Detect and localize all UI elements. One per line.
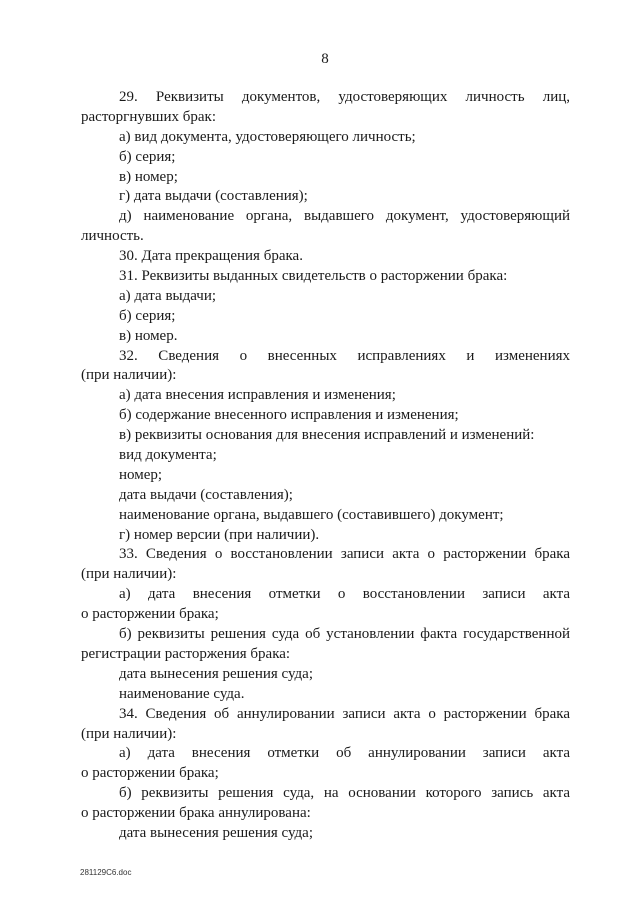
text-line: 34. Сведения об аннулировании записи акта о расторжении брака: [119, 705, 570, 722]
text-line: (при наличии):: [81, 566, 177, 583]
text-line: д) наименование органа, выдавшего документ, удостоверяющий: [119, 208, 570, 225]
text-line: б) серия;: [119, 307, 176, 324]
text-line: 30. Дата прекращения брака.: [119, 248, 303, 265]
text-line: (при наличии):: [81, 367, 177, 384]
text-line: а) дата внесения отметки об аннулировании записи акта: [119, 745, 570, 762]
text-line: а) вид документа, удостоверяющего личность;: [119, 128, 416, 145]
text-line: дата вынесения решения суда;: [119, 824, 314, 841]
text-line: б) реквизиты решения суда, на основании которого запись акта: [119, 785, 570, 802]
text-line: г) номер версии (при наличии).: [119, 526, 320, 543]
text-line: расторгнувших брак:: [81, 108, 217, 125]
text-line: дата выдачи (составления);: [119, 486, 293, 503]
text-line: о расторжении брака аннулирована:: [81, 805, 311, 822]
text-line: б) серия;: [119, 148, 176, 165]
text-line: дата вынесения решения суда;: [119, 665, 314, 682]
text-line: о расторжении брака;: [81, 765, 219, 782]
text-line: 31. Реквизиты выданных свидетельств о расторжении брака:: [119, 268, 508, 285]
text-line: наименование органа, выдавшего (составившего) документ;: [119, 506, 504, 523]
text-line: 33. Сведения о восстановлении записи акта о расторжении брака: [119, 546, 570, 563]
text-line: наименование суда.: [119, 685, 245, 702]
text-line: вид документа;: [119, 447, 217, 464]
footer-filename: 281129C6.doc: [80, 868, 132, 877]
text-line: 29. Реквизиты документов, удостоверяющих личность лиц,: [119, 89, 570, 105]
text-line: номер;: [119, 466, 163, 483]
text-line: а) дата выдачи;: [119, 287, 217, 304]
text-line: о расторжении брака;: [81, 606, 219, 623]
text-line: а) дата внесения исправления и изменения;: [119, 387, 396, 404]
text-line: в) реквизиты основания для внесения исправлений и изменений:: [119, 427, 535, 444]
text-line: 32. Сведения о внесенных исправлениях и изменениях: [119, 347, 570, 364]
text-line: (при наличии):: [81, 725, 177, 742]
text-line: а) дата внесения отметки о восстановлении записи акта: [119, 586, 570, 603]
text-line: б) реквизиты решения суда об установлении факта государственной: [119, 626, 570, 643]
text-line: регистрации расторжения брака:: [81, 645, 291, 662]
text-line: в) номер.: [119, 327, 178, 344]
text-line: в) номер;: [119, 168, 178, 185]
page-number: 8: [321, 51, 329, 67]
text-line: г) дата выдачи (составления);: [119, 188, 308, 205]
document-body: [81, 88, 570, 844]
text-line: б) содержание внесенного исправления и изменения;: [119, 407, 459, 424]
text-line: личность.: [81, 228, 144, 245]
